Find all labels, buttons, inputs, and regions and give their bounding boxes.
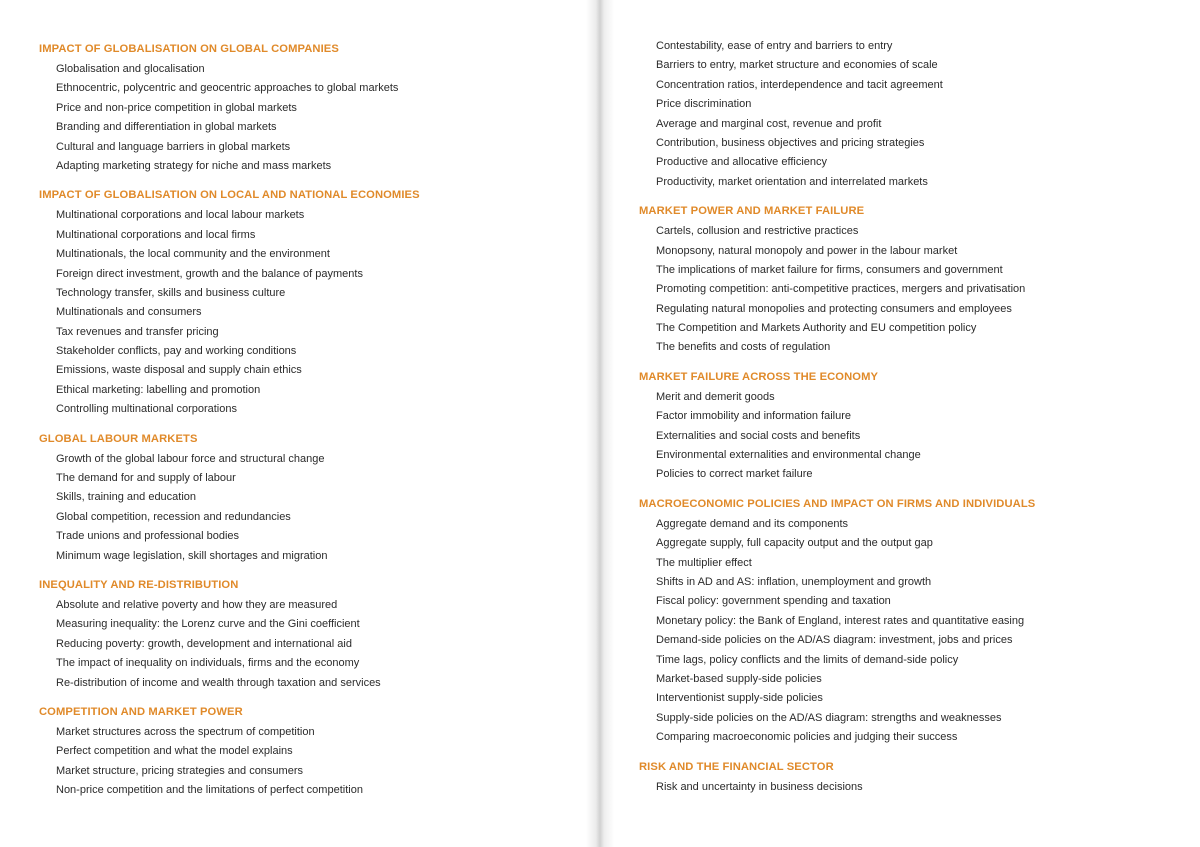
topic-item: Promoting competition: anti-competitive practices, mergers and privatisation	[656, 283, 1026, 296]
topic-item: Shifts in AD and AS: inflation, unemployment and growth	[656, 575, 932, 588]
section-heading: MARKET POWER AND MARKET FAILURE	[639, 205, 865, 218]
topic-section	[39, 39, 579, 176]
section-heading: INEQUALITY AND RE-DISTRIBUTION	[39, 578, 239, 591]
topic-item: The multiplier effect	[656, 556, 752, 569]
topic-item: Comparing macroeconomic policies and judging their success	[656, 731, 958, 744]
topic-list	[639, 37, 1179, 192]
topic-item: Absolute and relative poverty and how they are measured	[56, 598, 338, 611]
section-heading: MACROECONOMIC POLICIES AND IMPACT ON FIRMS AND INDIVIDUALS	[639, 497, 1036, 510]
topic-item: Multinationals, the local community and the environment	[56, 248, 330, 261]
topic-section	[639, 494, 1179, 748]
topic-item: Re-distribution of income and wealth through taxation and services	[56, 676, 381, 689]
topic-item: The implications of market failure for firms, consumers and government	[656, 263, 1003, 276]
topic-item: Factor immobility and information failure	[656, 410, 852, 423]
topic-item: The benefits and costs of regulation	[656, 341, 831, 354]
topic-item: Market structures across the spectrum of competition	[56, 725, 315, 738]
topic-item: Aggregate supply, full capacity output and the output gap	[656, 537, 933, 550]
topic-list	[39, 60, 579, 176]
topic-item: Non-price competition and the limitations of perfect competition	[56, 784, 363, 797]
topic-item: Skills, training and education	[56, 491, 197, 504]
topic-item: Ethnocentric, polycentric and geocentric approaches to global markets	[56, 82, 399, 95]
right-page	[639, 0, 1179, 797]
topic-item: Multinational corporations and local firms	[56, 228, 256, 241]
topic-item: Perfect competition and what the model explains	[56, 745, 293, 758]
topic-item: Regulating natural monopolies and protecting consumers and employees	[656, 302, 1012, 315]
topic-item: Barriers to entry, market structure and economies of scale	[656, 59, 938, 72]
topic-item: The impact of inequality on individuals, firms and the economy	[56, 657, 360, 670]
section-heading: IMPACT OF GLOBALISATION ON GLOBAL COMPANIES	[39, 43, 339, 55]
topic-section	[639, 201, 1179, 358]
topic-item: Multinationals and consumers	[56, 306, 202, 319]
topic-item: Emissions, waste disposal and supply chain ethics	[56, 364, 302, 377]
topic-item: Fiscal policy: government spending and taxation	[656, 595, 891, 608]
section-heading: GLOBAL LABOUR MARKETS	[39, 432, 198, 445]
topic-item: Externalities and social costs and benefits	[656, 429, 861, 442]
topic-item: Monetary policy: the Bank of England, interest rates and quantitative easing	[656, 614, 1025, 627]
topic-item: Technology transfer, skills and business culture	[56, 286, 286, 299]
topic-item: Multinational corporations and local labour markets	[56, 209, 305, 222]
topic-item: Cartels, collusion and restrictive practices	[656, 225, 859, 238]
topic-item: Controlling multinational corporations	[56, 403, 237, 416]
topic-list	[39, 206, 579, 419]
topic-item: Concentration ratios, interdependence and tacit agreement	[656, 78, 943, 91]
topic-item: Cultural and language barriers in global markets	[56, 140, 291, 153]
topic-section	[639, 37, 1179, 192]
topic-section	[39, 185, 579, 419]
topic-item: Demand-side policies on the AD/AS diagram: investment, jobs and prices	[656, 634, 1013, 647]
topic-list	[39, 450, 579, 566]
topic-item: Tax revenues and transfer pricing	[56, 325, 219, 338]
topic-item: Time lags, policy conflicts and the limits of demand-side policy	[656, 653, 959, 666]
topic-item: Ethical marketing: labelling and promotion	[56, 383, 261, 396]
book-spine-shadow	[586, 0, 614, 847]
topic-section	[39, 575, 579, 693]
topic-item: Global competition, recession and redundancies	[56, 510, 291, 523]
topic-list	[639, 388, 1179, 485]
left-page	[39, 0, 579, 801]
topic-item: Branding and differentiation in global markets	[56, 121, 277, 134]
topic-item: Contestability, ease of entry and barriers to entry	[656, 40, 893, 52]
section-heading: MARKET FAILURE ACROSS THE ECONOMY	[639, 370, 879, 383]
topic-item: Productivity, market orientation and interrelated markets	[656, 175, 928, 188]
section-heading: RISK AND THE FINANCIAL SECTOR	[639, 760, 834, 773]
section-heading: COMPETITION AND MARKET POWER	[39, 705, 243, 718]
topic-item: Market structure, pricing strategies and consumers	[56, 764, 303, 777]
topic-item: Supply-side policies on the AD/AS diagram: strengths and weaknesses	[656, 711, 1002, 724]
topic-item: Foreign direct investment, growth and the balance of payments	[56, 267, 363, 280]
topic-item: Aggregate demand and its components	[656, 517, 849, 530]
topic-item: Merit and demerit goods	[656, 390, 775, 403]
topic-item: Policies to correct market failure	[656, 468, 813, 481]
topic-item: Contribution, business objectives and pricing strategies	[656, 136, 925, 149]
topic-section	[39, 429, 579, 566]
topic-item: Environmental externalities and environmental change	[656, 449, 921, 462]
topic-item: The demand for and supply of labour	[56, 472, 236, 485]
topic-list	[39, 596, 579, 693]
section-heading: IMPACT OF GLOBALISATION ON LOCAL AND NATIONAL ECONOMIES	[39, 189, 420, 202]
topic-item: Reducing poverty: growth, development and international aid	[56, 637, 352, 650]
topic-item: Trade unions and professional bodies	[56, 530, 240, 543]
topic-item: Measuring inequality: the Lorenz curve and the Gini coefficient	[56, 618, 360, 631]
topic-item: Price discrimination	[656, 98, 752, 111]
topic-item: Average and marginal cost, revenue and profit	[656, 117, 882, 130]
topic-item: Market-based supply-side policies	[656, 672, 822, 685]
topic-item: Growth of the global labour force and structural change	[56, 452, 325, 465]
topic-list	[39, 723, 579, 801]
topic-item: The Competition and Markets Authority and EU competition policy	[656, 322, 977, 335]
topic-list	[639, 778, 1179, 797]
topic-item: Productive and allocative efficiency	[656, 156, 828, 169]
topic-item: Monopsony, natural monopoly and power in the labour market	[656, 244, 958, 257]
topic-item: Globalisation and glocalisation	[56, 63, 205, 75]
topic-item: Interventionist supply-side policies	[656, 692, 823, 705]
topic-section	[39, 702, 579, 801]
topic-item: Minimum wage legislation, skill shortages and migration	[56, 549, 328, 562]
topic-item: Adapting marketing strategy for niche and mass markets	[56, 159, 332, 172]
topic-item: Risk and uncertainty in business decisions	[656, 780, 863, 793]
topic-section	[639, 367, 1179, 485]
topic-item: Price and non-price competition in global markets	[56, 101, 297, 114]
topic-item: Stakeholder conflicts, pay and working conditions	[56, 345, 297, 358]
topic-list	[639, 222, 1179, 358]
topic-section	[639, 757, 1179, 797]
topic-list	[639, 515, 1179, 748]
